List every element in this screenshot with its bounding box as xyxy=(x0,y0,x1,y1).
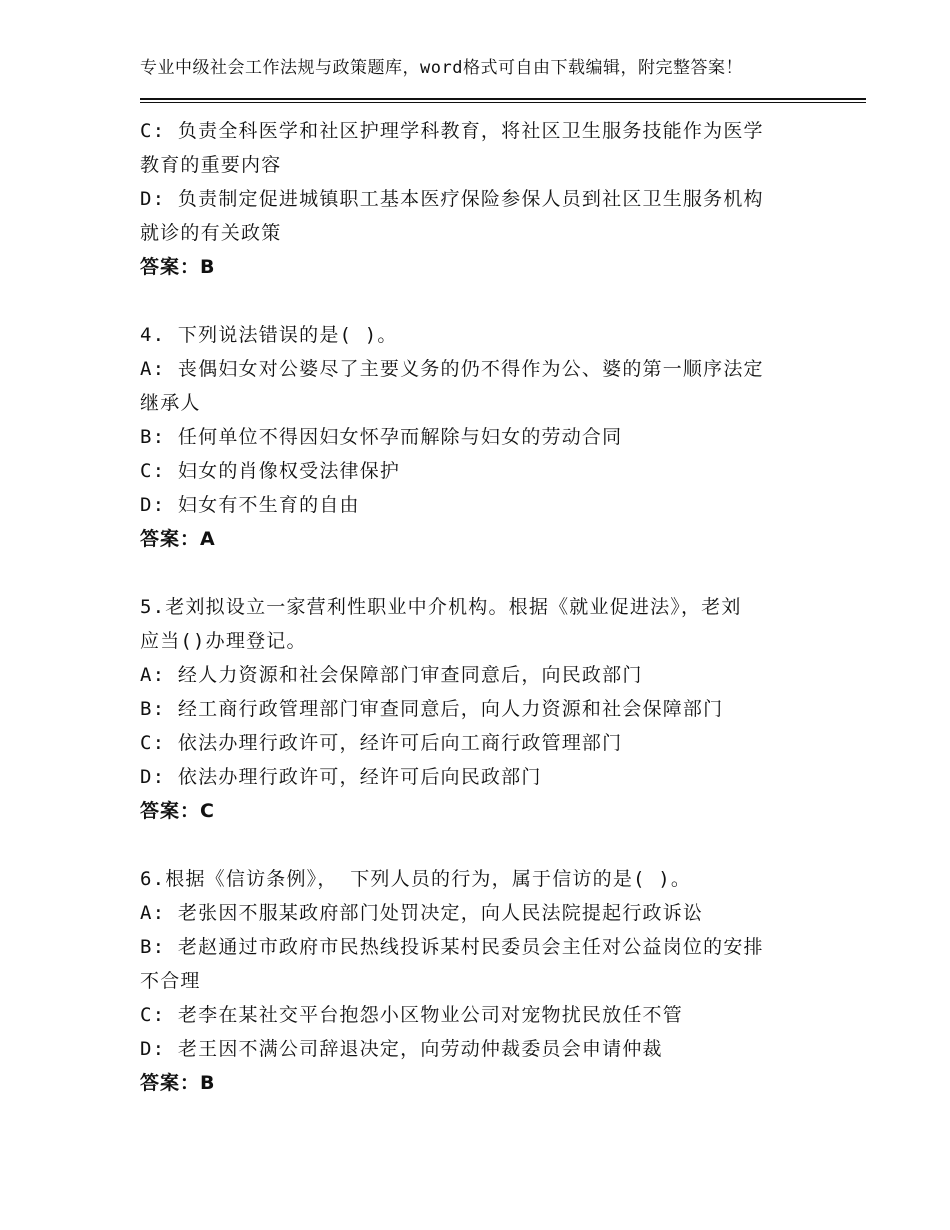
option-line: D: 负责制定促进城镇职工基本医疗保险参保人员到社区卫生服务机构 xyxy=(140,188,764,210)
header-rule-thin xyxy=(140,102,866,103)
block-gap xyxy=(140,284,820,318)
question-block xyxy=(140,318,820,556)
answer-line: 答案：A xyxy=(140,528,216,550)
option-line: C: 老李在某社交平台抱怨小区物业公司对宠物扰民放任不管 xyxy=(140,1004,683,1026)
page-header: 专业中级社会工作法规与政策题库，word格式可自由下载编辑，附完整答案！ xyxy=(140,58,743,78)
question-block xyxy=(140,590,820,828)
question-block xyxy=(140,862,820,1100)
option-line: 就诊的有关政策 xyxy=(140,222,282,244)
question-content xyxy=(140,114,820,1100)
option-line: C: 依法办理行政许可，经许可后向工商行政管理部门 xyxy=(140,732,623,754)
question-stem: 应当()办理登记。 xyxy=(140,630,307,652)
option-line: A: 经人力资源和社会保障部门审查同意后，向民政部门 xyxy=(140,664,643,686)
question-stem: 6.根据《信访条例》， 下列人员的行为，属于信访的是( )。 xyxy=(140,868,692,890)
option-line: B: 经工商行政管理部门审查同意后，向人力资源和社会保障部门 xyxy=(140,698,724,720)
answer-line: 答案：B xyxy=(140,1072,216,1094)
block-gap xyxy=(140,828,820,862)
option-line: 教育的重要内容 xyxy=(140,154,282,176)
option-line: C: 妇女的肖像权受法律保护 xyxy=(140,460,401,482)
question-stem: 5.老刘拟设立一家营利性职业中介机构。根据《就业促进法》，老刘 xyxy=(140,596,742,618)
option-line: 继承人 xyxy=(140,392,201,414)
question-block xyxy=(140,114,820,284)
block-gap xyxy=(140,556,820,590)
option-line: C: 负责全科医学和社区护理学科教育，将社区卫生服务技能作为医学 xyxy=(140,120,764,142)
option-line: B: 任何单位不得因妇女怀孕而解除与妇女的劳动合同 xyxy=(140,426,623,448)
option-line: D: 妇女有不生育的自由 xyxy=(140,494,360,516)
option-line: A: 丧偶妇女对公婆尽了主要义务的仍不得作为公、婆的第一顺序法定 xyxy=(140,358,764,380)
option-line: 不合理 xyxy=(140,970,201,992)
header-rule-thick xyxy=(140,98,866,100)
option-line: A: 老张因不服某政府部门处罚决定，向人民法院提起行政诉讼 xyxy=(140,902,704,924)
option-line: B: 老赵通过市政府市民热线投诉某村民委员会主任对公益岗位的安排 xyxy=(140,936,764,958)
option-line: D: 老王因不满公司辞退决定，向劳动仲裁委员会申请仲裁 xyxy=(140,1038,663,1060)
option-line: D: 依法办理行政许可，经许可后向民政部门 xyxy=(140,766,542,788)
answer-line: 答案：B xyxy=(140,256,216,278)
answer-line: 答案：C xyxy=(140,800,215,822)
question-stem: 4. 下列说法错误的是( )。 xyxy=(140,324,398,346)
